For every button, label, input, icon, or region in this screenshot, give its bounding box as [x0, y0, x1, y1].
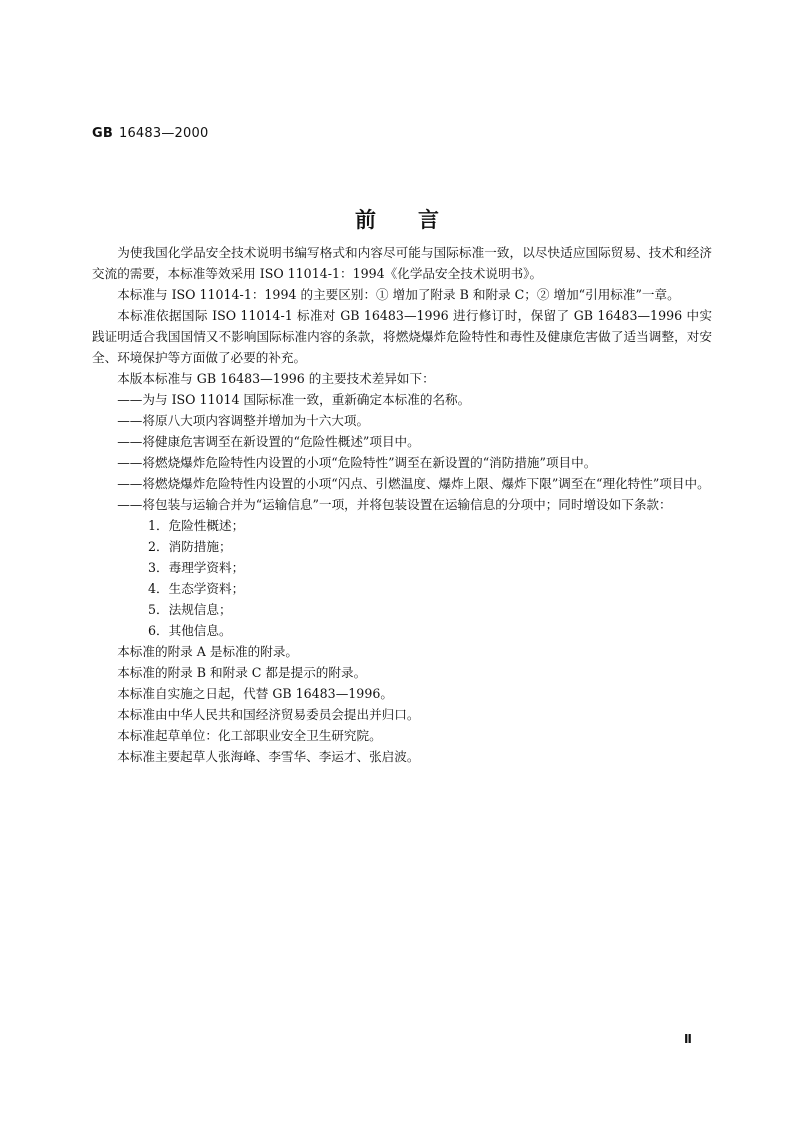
standard-prefix: GB: [92, 126, 113, 141]
paragraph: ——将健康危害调至在新设置的“危险性概述”项目中。: [117, 434, 420, 449]
paragraph: ——将燃烧爆炸危险特性内设置的小项“闪点、引燃温度、爆炸上限、爆炸下限”调至在“理化特性”项目中。: [117, 476, 710, 491]
standard-number: [92, 126, 208, 141]
foreword-body: [92, 242, 712, 767]
paragraph: ——将包装与运输合并为“运输信息”一项，并将包装设置在运输信息的分项中；同时增设如下条款：: [117, 497, 672, 512]
paragraph: ——将原八大项内容调整并增加为十六大项。: [117, 413, 370, 428]
list-item: 4．生态学资料；: [148, 581, 245, 596]
paragraph: 为使我国化学品安全技术说明书编写格式和内容尽可能与国际标准一致，以尽快适应国际贸易、技术和经济交流的需要，本标准等效采用 ISO 11014-1：1994《化学品安全技术说明书》。: [92, 245, 712, 281]
paragraph: 本标准与 ISO 11014-1：1994 的主要区别：① 增加了附录 B 和附录 C；② 增加“引用标准”一章。: [117, 287, 680, 302]
paragraph: 本标准自实施之日起，代替 GB 16483—1996。: [117, 686, 393, 701]
paragraph: 本标准的附录 B 和附录 C 都是提示的附录。: [117, 665, 367, 680]
list-item: 5．法规信息；: [148, 602, 232, 617]
paragraph: 本标准主要起草人张海峰、李雪华、李运才、张启波。: [117, 749, 420, 764]
paragraph: 本标准依据国际 ISO 11014-1 标准对 GB 16483—1996 进行修订时，保留了 GB 16483—1996 中实践证明适合我国国情又不影响国际标准内容的条款，将燃烧爆炸危险特性和毒性及健康危害做了适当调整，对安全、环境保护等方面做了必要的补充。: [92, 308, 712, 365]
paragraph: 本标准由中华人民共和国经济贸易委员会提出并归口。: [117, 707, 420, 722]
page-number: Ⅱ: [684, 1032, 692, 1046]
paragraph: ——为与 ISO 11014 国际标准一致，重新确定本标准的名称。: [117, 392, 471, 407]
page-title: 前言: [355, 208, 481, 232]
standard-code: 16483—2000: [118, 126, 209, 141]
paragraph: ——将燃烧爆炸危险特性内设置的小项“危险特性”调至在新设置的“消防措施”项目中。: [117, 455, 597, 470]
paragraph: 本标准的附录 A 是标准的附录。: [117, 644, 299, 659]
list-item: 1．危险性概述；: [148, 518, 245, 533]
list-item: 6．其他信息。: [148, 623, 232, 638]
list-item: 2．消防措施；: [148, 539, 232, 554]
paragraph: 本标准起草单位：化工部职业安全卫生研究院。: [117, 728, 382, 743]
list-item: 3．毒理学资料；: [148, 560, 245, 575]
paragraph: 本版本标准与 GB 16483—1996 的主要技术差异如下：: [117, 371, 435, 386]
